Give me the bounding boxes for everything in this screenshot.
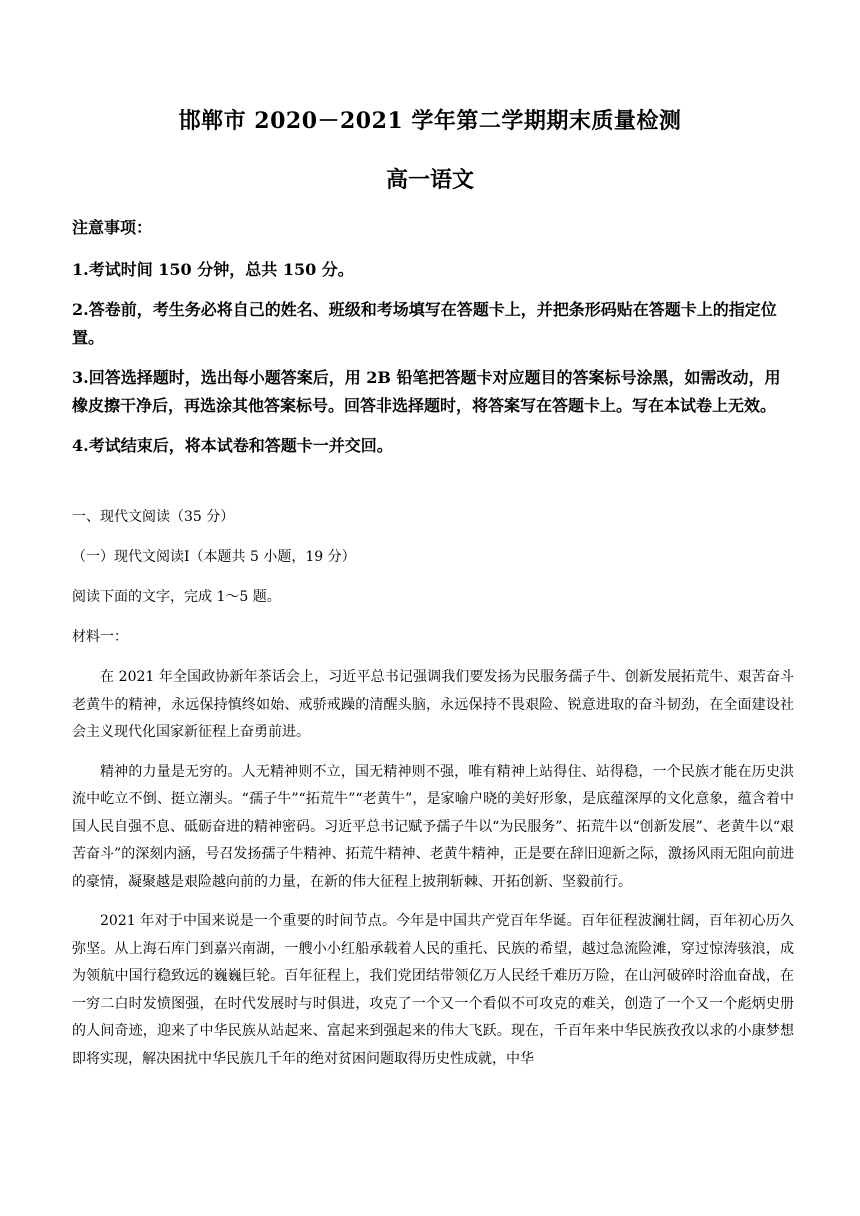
- note-item-1: 1.考试时间 150 分钟，总共 150 分。: [72, 260, 354, 279]
- note-item-3: 3.回答选择题时，选出每小题答案后，用 2B 铅笔把答题卡对应题目的答案标号涂黑，如需改动，用橡皮擦干净后，再选涂其他答案标号。回答非选择题时，将答案写在答题卡上。写在本试卷上无效。: [72, 368, 781, 415]
- part-heading: 一、现代文阅读（35 分）: [72, 509, 235, 525]
- subpart-heading: （一）现代文阅读Ⅰ（本题共 5 小题，19 分）: [72, 549, 356, 565]
- exam-title: 邯郸市 2020－2021 学年第二学期期末质量检测: [178, 108, 682, 134]
- note-item-2: 2.答卷前，考生务必将自己的姓名、班级和考场填写在答题卡上，并把条形码贴在答题卡上的指定位置。: [72, 300, 777, 347]
- paragraph-1: 在 2021 年全国政协新年茶话会上，习近平总书记强调我们要发扬为民服务孺子牛、创新发展拓荒牛、艰苦奋斗老黄牛的精神，永远保持慎终如始、戒骄戒躁的清醒头脑，永远保持不畏艰险、锐意进取的奋斗韧劲，在全面建设社会主义现代化国家新征程上奋勇前进。: [72, 669, 794, 740]
- reading-section: [72, 504, 794, 1085]
- material-label: 材料一：: [72, 629, 128, 645]
- paragraph-2: 精神的力量是无穷的。人无精神则不立，国无精神则不强，唯有精神上站得住、站得稳，一个民族才能在历史洪流中屹立不倒、挺立潮头。“孺子牛”“拓荒牛”“老黄牛”，是家喻户晓的美好形象，是底蕴深厚的文化意象，蕴含着中国人民自强不息、砥砺奋进的精神密码。习近平总书记赋予孺子牛以“为民服务”、拓荒牛以“创新发展”、老黄牛以“艰苦奋斗”的深刻内涵，号召发扬孺子牛精神、拓荒牛精神、老黄牛精神，正是要在辞旧迎新之际，激扬风雨无阻向前进的豪情，凝聚越是艰险越向前的力量，在新的伟大征程上披荆斩棘、开拓创新、坚毅前行。: [72, 763, 794, 890]
- paragraph-3: 2021 年对于中国来说是一个重要的时间节点。今年是中国共产党百年华诞。百年征程波澜壮阔，百年初心历久弥坚。从上海石库门到嘉兴南湖，一艘小小红船承载着人民的重托、民族的希望，越过急流险滩，穿过惊涛骇浪，成为领航中国行稳致远的巍巍巨轮。百年征程上，我们党团结带领亿万人民经千难历万险，在山河破碎时浴血奋战，在一穷二白时发愤图强，在时代发展时与时俱进，攻克了一个又一个看似不可攻克的难关，创造了一个又一个彪炳史册的人间奇迹，迎来了中华民族从站起来、富起来到强起来的伟大飞跃。现在，千百年来中华民族孜孜以求的小康梦想即将实现，解决困扰中华民族几千年的绝对贫困问题取得历史性成就，中华: [72, 913, 794, 1067]
- notes-heading: 注意事项：: [72, 218, 153, 237]
- instruction-text: 阅读下面的文字，完成 1～5 题。: [72, 589, 281, 605]
- note-item-4: 4.考试结束后，将本试卷和答题卡一并交回。: [72, 436, 393, 455]
- exam-subject: 高一语文: [385, 167, 474, 193]
- notes-section: [72, 214, 794, 472]
